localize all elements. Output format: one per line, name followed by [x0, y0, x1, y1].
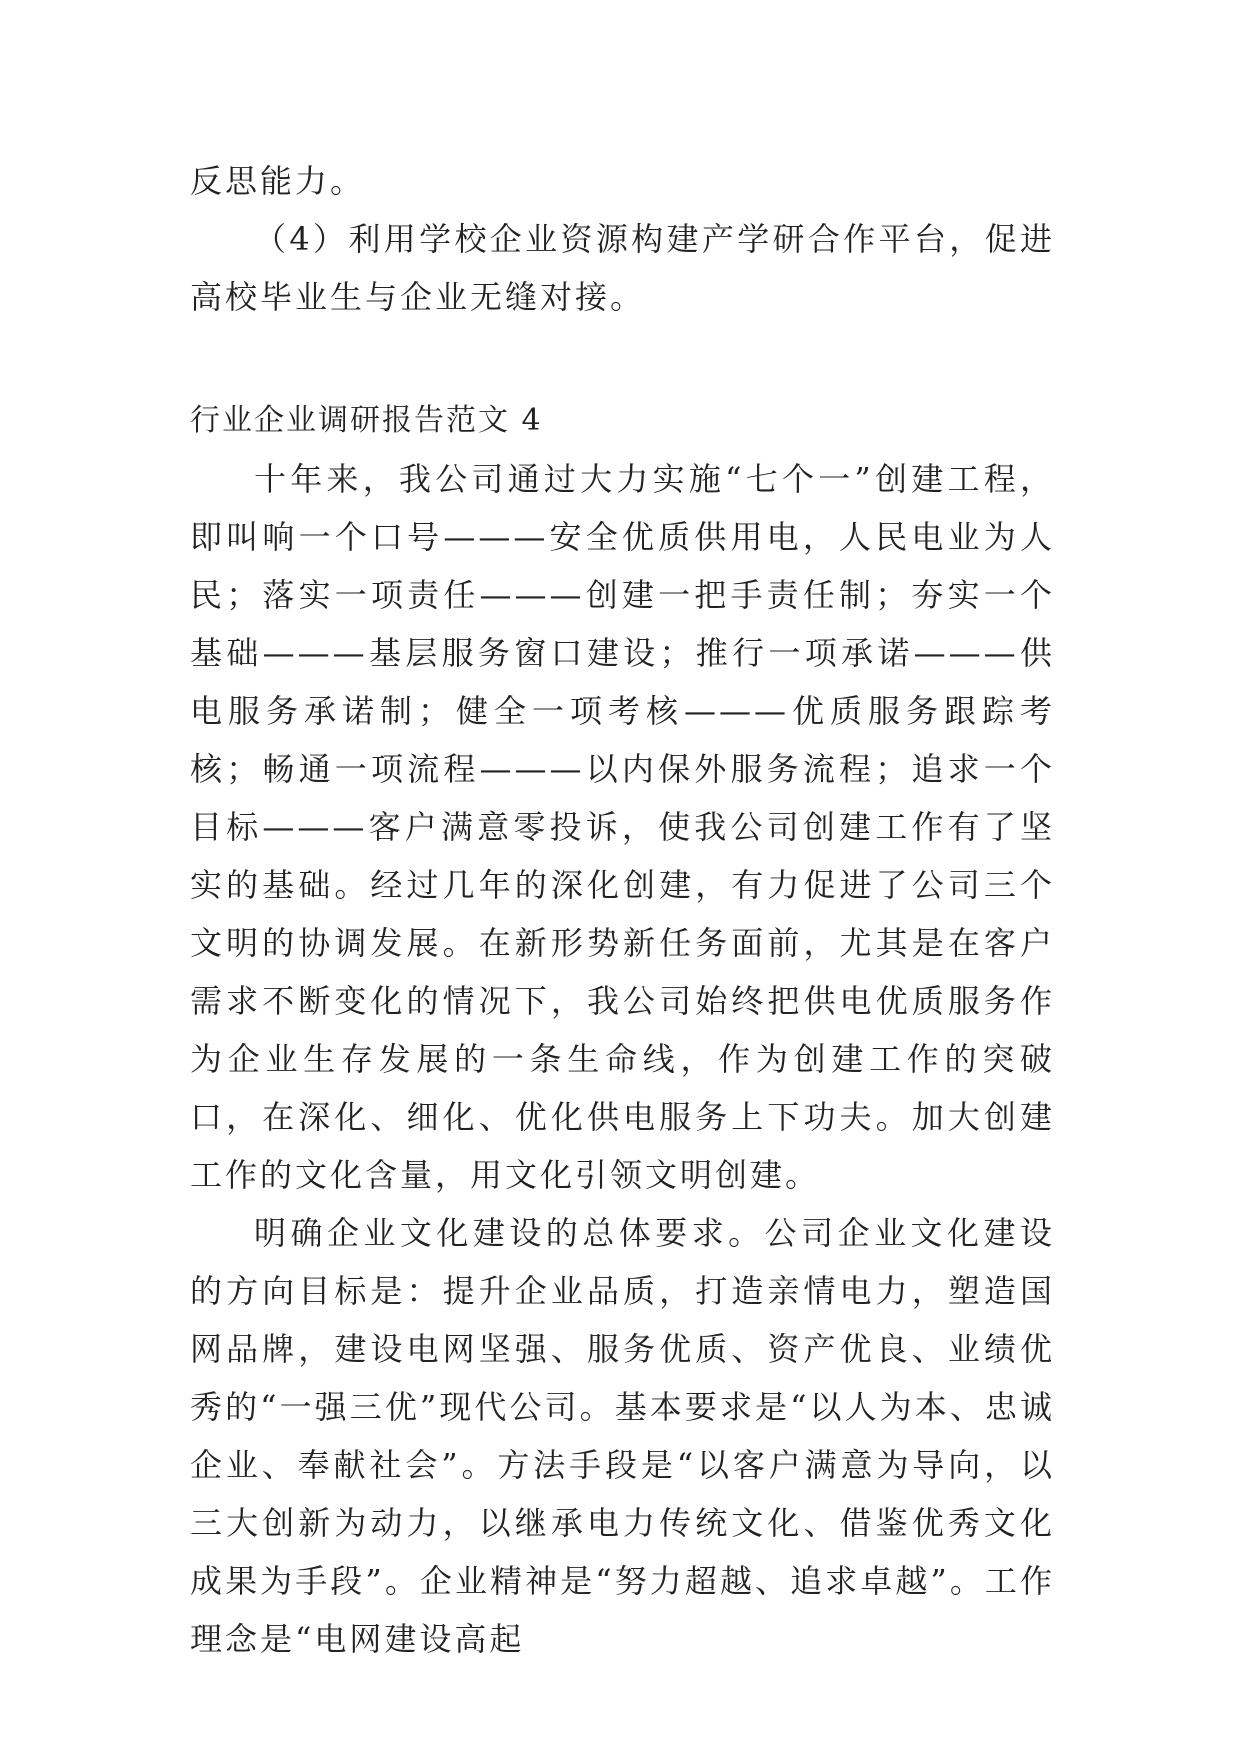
body-text-block: [190, 450, 1055, 1668]
body-paragraph-1: 十年来，我公司通过大力实施“七个一”创建工程，即叫响一个口号———安全优质供用电，人民电业为人民；落实一项责任———创建一把手责任制；夯实一个基础———基层服务窗口建设；推行一项承诺———供电服务承诺制；健全一项考核———优质服务跟踪考核；畅通一项流程———以内保外服务流程；追求一个目标———客户满意零投诉，使我公司创建工作有了坚实的基础。经过几年的深化创建，有力促进了公司三个文明的协调发展。在新形势新任务面前，尤其是在客户需求不断变化的情况下，我公司始终把供电优质服务作为企业生存发展的一条生命线，作为创建工作的突破口，在深化、细化、优化供电服务上下功夫。加大创建工作的文化含量，用文化引领文明创建。: [190, 460, 1055, 1194]
section-heading: 行业企业调研报告范文 4: [190, 403, 543, 438]
body-paragraph-2: 明确企业文化建设的总体要求。公司企业文化建设的方向目标是：提升企业品质，打造亲情电力，塑造国网品牌，建设电网坚强、服务优质、资产优良、业绩优秀的“一强三优”现代公司。基本要求是“以人为本、忠诚企业、奉献社会”。方法手段是“以客户满意为导向，以三大创新为动力，以继承电力传统文化、借鉴优秀文化成果为手段”。企业精神是“努力超越、追求卓越”。工作理念是“电网建设高起: [190, 1214, 1055, 1658]
section-heading-block: [190, 392, 1055, 450]
top-text-block: [190, 152, 1055, 326]
continuation-text: 反思能力。: [190, 162, 366, 200]
list-item-4: （4）利用学校企业资源构建产学研合作平台，促进高校毕业生与企业无缝对接。: [190, 220, 1055, 316]
